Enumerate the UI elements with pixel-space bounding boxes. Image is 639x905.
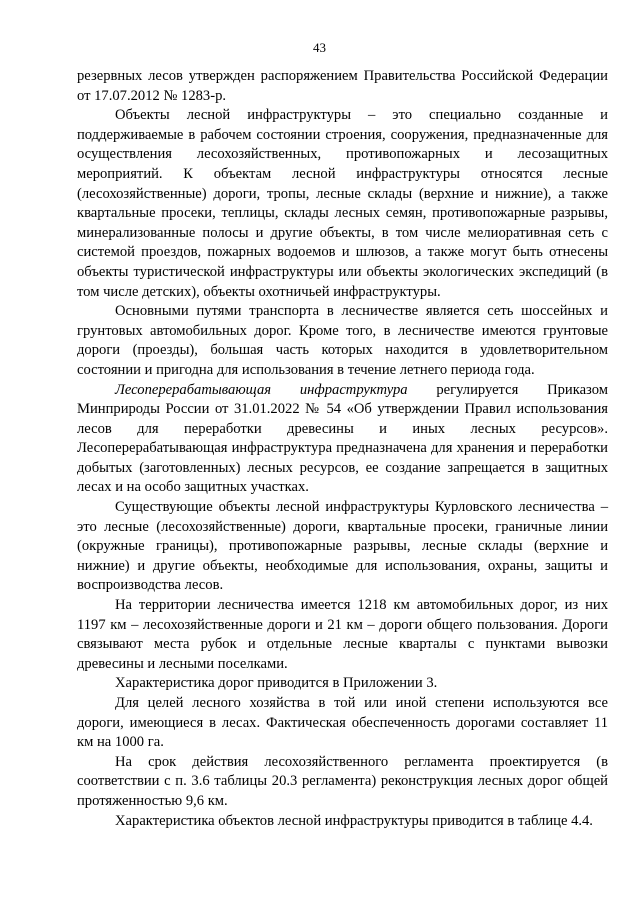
document-body	[77, 67, 608, 831]
paragraph-road-length: На территории лесничества имеется 1218 км автомобильных дорог, из них 1197 км – лесохозяйственные дороги и 21 км – дороги общего пользования. Дороги связывают места рубок и отдельные лесные кварталы с пунктами вывозки древесины и лесными поселками.	[77, 597, 608, 672]
paragraph-road-reconstruction: На срок действия лесохозяйственного регламента проектируется (в соответствии с п. 3.6 таблицы 20.3 регламента) реконструкция лесных дорог общей протяженностью 9,6 км.	[77, 753, 608, 809]
paragraph-wood-processing	[77, 381, 608, 499]
paragraph-infrastructure-definition: Объекты лесной инфраструктуры – это специально созданные и поддерживаемые в рабочем состоянии строения, сооружения, предназначенные для осуществления лесохозяйственных, противопожарных и лесозащитных мероприятий. К объектам лесной инфраструктуры относятся лесные (лесохозяйственные) дороги, тропы, лесные склады (верхние и нижние), а также квартальные просеки, теплицы, склады лесных семян, противопожарные разрывы, минерализованные полосы и другие объекты, в том числе мелиоративная сеть с системой проездов, пожарных водоемов и шлюзов, а также могут быть отнесены объекты туристической инфраструктуры или объекты экологических экспедиций (в том числе детских), объекты охотничьей инфраструктуры.	[77, 107, 608, 300]
paragraph-wood-processing-text: регулируется Приказом Минприроды России от 31.01.2022 № 54 «Об утверждении Правил использования лесов для переработки древесины и иных лесных ресурсов». Лесоперерабатывающая инфраструктура предназначена для хранения и переработки добытых (заготовленных) лесных ресурсов, ее создание запрещается в защитных лесах и на особо защитных участках.	[77, 381, 608, 496]
italic-term: Лесоперерабатывающая инфраструктура	[115, 381, 408, 398]
paragraph-road-provision: Для целей лесного хозяйства в той или иной степени используются все дороги, имеющиеся в лесах. Фактическая обеспеченность дорогами составляет 11 км на 1000 га.	[77, 695, 608, 751]
paragraph-transport-routes: Основными путями транспорта в лесничестве является сеть шоссейных и грунтовых автомобильных дорог. Кроме того, в лесничестве имеются грунтовые дороги (проезды), большая часть которых находится в удовлетворительном состоянии и пригодна для использования в течение летнего периода года.	[77, 303, 608, 378]
paragraph-existing-objects: Существующие объекты лесной инфраструктуры Курловского лесничества – это лесные (лесохозяйственные) дороги, квартальные просеки, граничные линии (окружные границы), противопожарные разрывы, лесные склады (верхние и нижние) и другие объекты, необходимые для использования, охраны, защиты и воспроизводства лесов.	[77, 499, 608, 594]
paragraph-reserve-forests: резервных лесов утвержден распоряжением Правительства Российской Федерации от 17.07.2012 № 1283-р.	[77, 68, 608, 104]
paragraph-roads-appendix: Характеристика дорог приводится в Приложении 3.	[115, 675, 438, 692]
paragraph-infrastructure-table: Характеристика объектов лесной инфраструктуры приводится в таблице 4.4.	[115, 812, 593, 829]
page-number: 43	[313, 40, 326, 55]
